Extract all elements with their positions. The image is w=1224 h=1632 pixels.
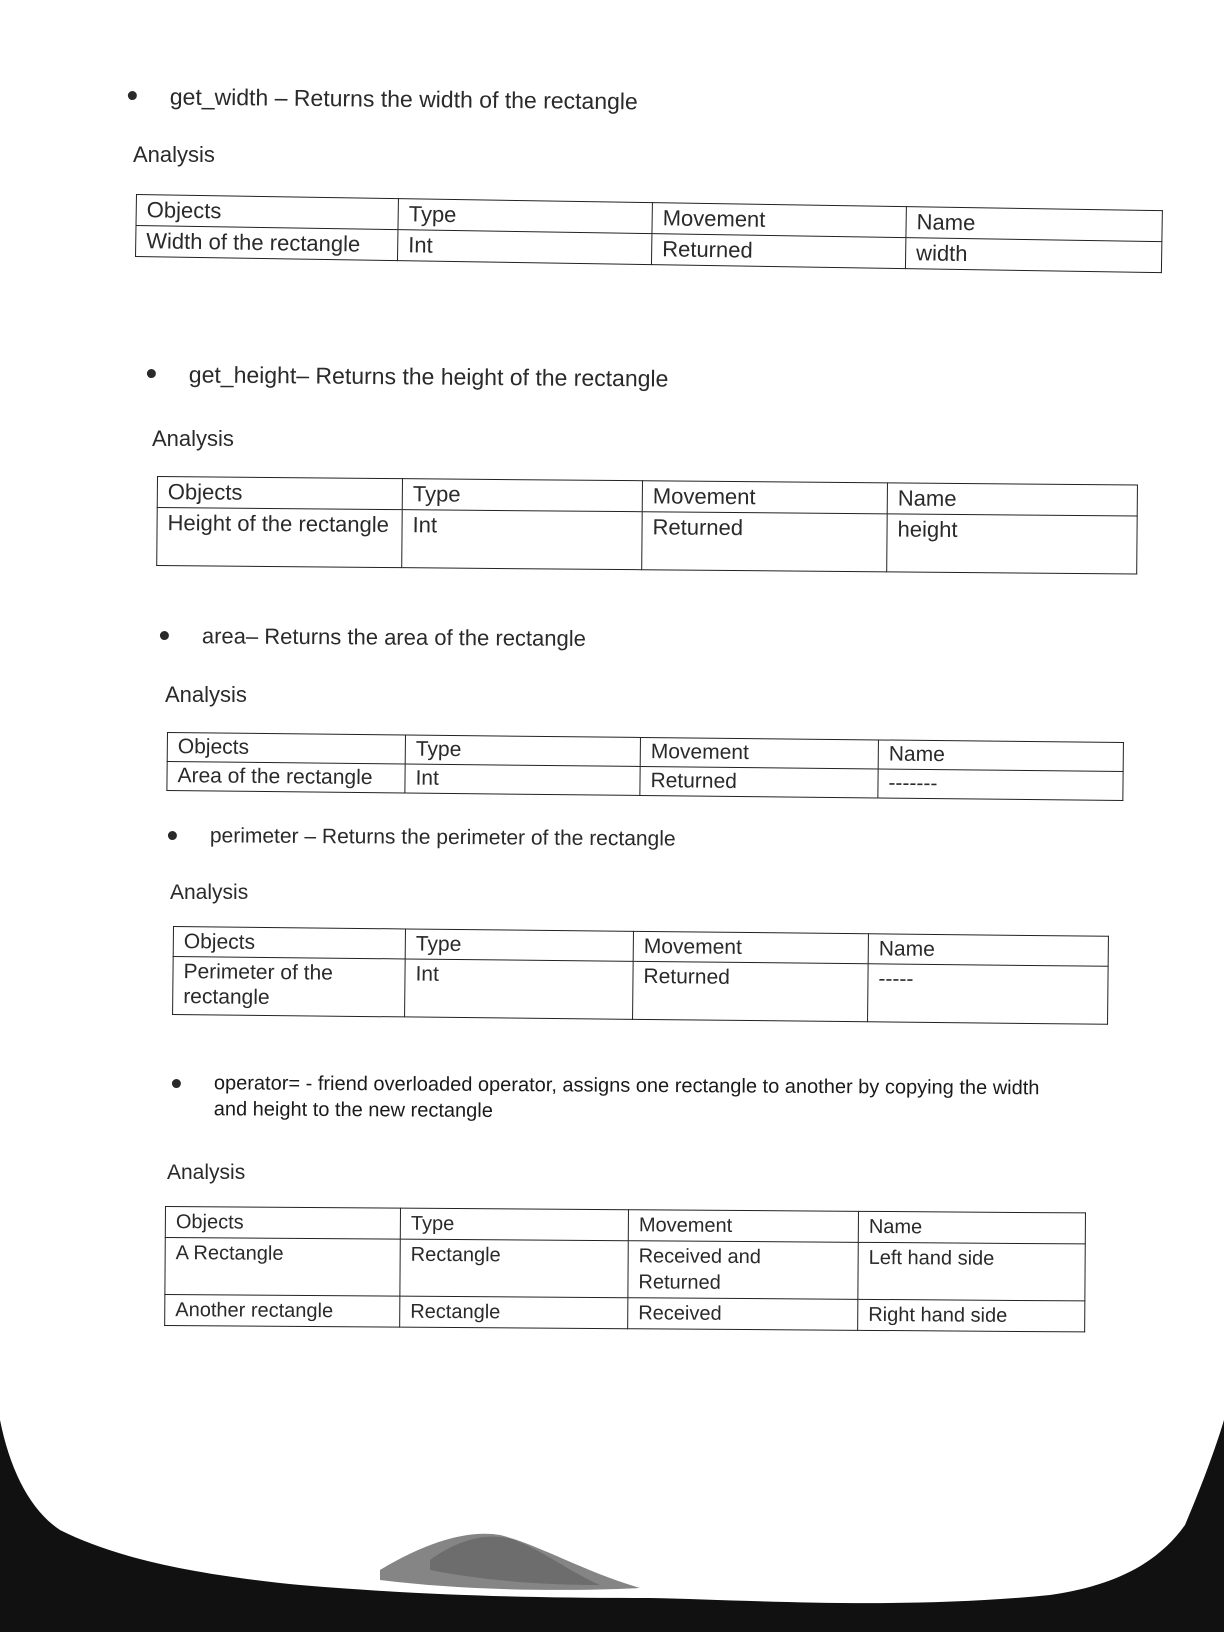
analysis-table (172, 926, 1109, 1025)
analysis-table (135, 194, 1163, 273)
bullet-text: perimeter – Returns the perimeter of the rectangle (209, 824, 676, 851)
table-cell: Left hand side (858, 1242, 1085, 1301)
analysis-heading: Analysis (167, 1161, 246, 1184)
table-cell: Rectangle (400, 1239, 628, 1298)
header-cell: Name (906, 207, 1162, 242)
table-cell: Int (405, 959, 634, 1019)
header-cell: Name (878, 740, 1123, 772)
header-cell: Movement (628, 1210, 858, 1243)
bullet-text: area– Returns the area of the rectangle (201, 623, 587, 651)
header-cell: Type (400, 1208, 628, 1241)
bullet-text: get_width – Returns the width of the rectangle (169, 83, 638, 115)
table-cell: Another rectangle (165, 1295, 400, 1328)
bullet-icon (128, 91, 137, 100)
table-cell: Returned (642, 512, 887, 572)
bullet-icon (168, 831, 177, 840)
table-cell: Perimeter of the rectangle (173, 957, 406, 1017)
header-cell: Name (868, 934, 1108, 967)
table-cell: ------- (878, 769, 1123, 801)
header-cell: Type (405, 929, 633, 961)
table-cell: Received and Returned (628, 1241, 858, 1300)
bullet-icon (147, 369, 156, 378)
bullet-text: get_height– Returns the height of the rectangle (188, 361, 669, 392)
table-row (165, 1238, 1085, 1301)
table-cell: Width of the rectangle (136, 226, 398, 261)
header-cell: Type (398, 199, 652, 234)
analysis-heading: Analysis (152, 426, 234, 451)
analysis-heading: Analysis (133, 142, 215, 167)
bullet-text: operator= - friend overloaded operator, assigns one rectangle to another by copying the width and height to the new rectangle (213, 1072, 1040, 1122)
header-cell: Movement (652, 203, 906, 238)
section-get-height (147, 360, 1147, 397)
table-cell: Area of the rectangle (167, 762, 405, 793)
table-cell: Height of the rectangle (157, 508, 402, 568)
torn-page-edge (0, 1420, 1224, 1632)
table-row (173, 957, 1109, 1025)
header-cell: Movement (642, 481, 887, 514)
section-perimeter (168, 822, 1168, 857)
table-cell: Rectangle (400, 1296, 628, 1329)
header-cell: Movement (633, 931, 868, 963)
bullet-icon (160, 631, 169, 640)
table-row (165, 1295, 1085, 1332)
section-get-width (128, 82, 1128, 120)
table-cell: Int (402, 510, 642, 570)
header-cell: Objects (136, 195, 398, 230)
analysis-table (166, 732, 1124, 801)
table-cell: Int (397, 230, 651, 265)
table-row (157, 508, 1137, 575)
table-cell: Int (405, 764, 640, 795)
table-cell: Returned (651, 234, 905, 269)
header-cell: Type (402, 479, 642, 512)
bullet-icon (172, 1079, 181, 1088)
header-cell: Type (405, 735, 640, 766)
bullet-item (160, 622, 1160, 657)
header-cell: Movement (640, 737, 878, 768)
bullet-item (147, 360, 1147, 397)
table-cell: A Rectangle (165, 1238, 400, 1297)
section-operator-assign (172, 1070, 1072, 1127)
header-cell: Name (887, 483, 1137, 516)
header-cell: Objects (167, 733, 405, 764)
table-cell: Returned (633, 961, 869, 1021)
analysis-heading: Analysis (170, 881, 249, 904)
header-cell: Name (858, 1211, 1085, 1244)
table-cell: Returned (640, 766, 878, 797)
table-cell: Received (628, 1298, 858, 1331)
header-cell: Objects (165, 1207, 400, 1240)
header-cell: Objects (157, 477, 402, 510)
analysis-table (164, 1206, 1086, 1332)
bullet-item (128, 82, 1128, 120)
table-cell: ----- (868, 964, 1109, 1025)
analysis-table (156, 476, 1138, 575)
table-cell: Right hand side (858, 1299, 1085, 1332)
table-cell: height (887, 514, 1137, 574)
header-cell: Objects (173, 927, 405, 959)
table-cell: width (905, 238, 1161, 273)
bullet-item (168, 822, 1168, 857)
section-area (160, 622, 1160, 657)
bullet-item (172, 1070, 1072, 1127)
analysis-heading: Analysis (165, 682, 247, 707)
